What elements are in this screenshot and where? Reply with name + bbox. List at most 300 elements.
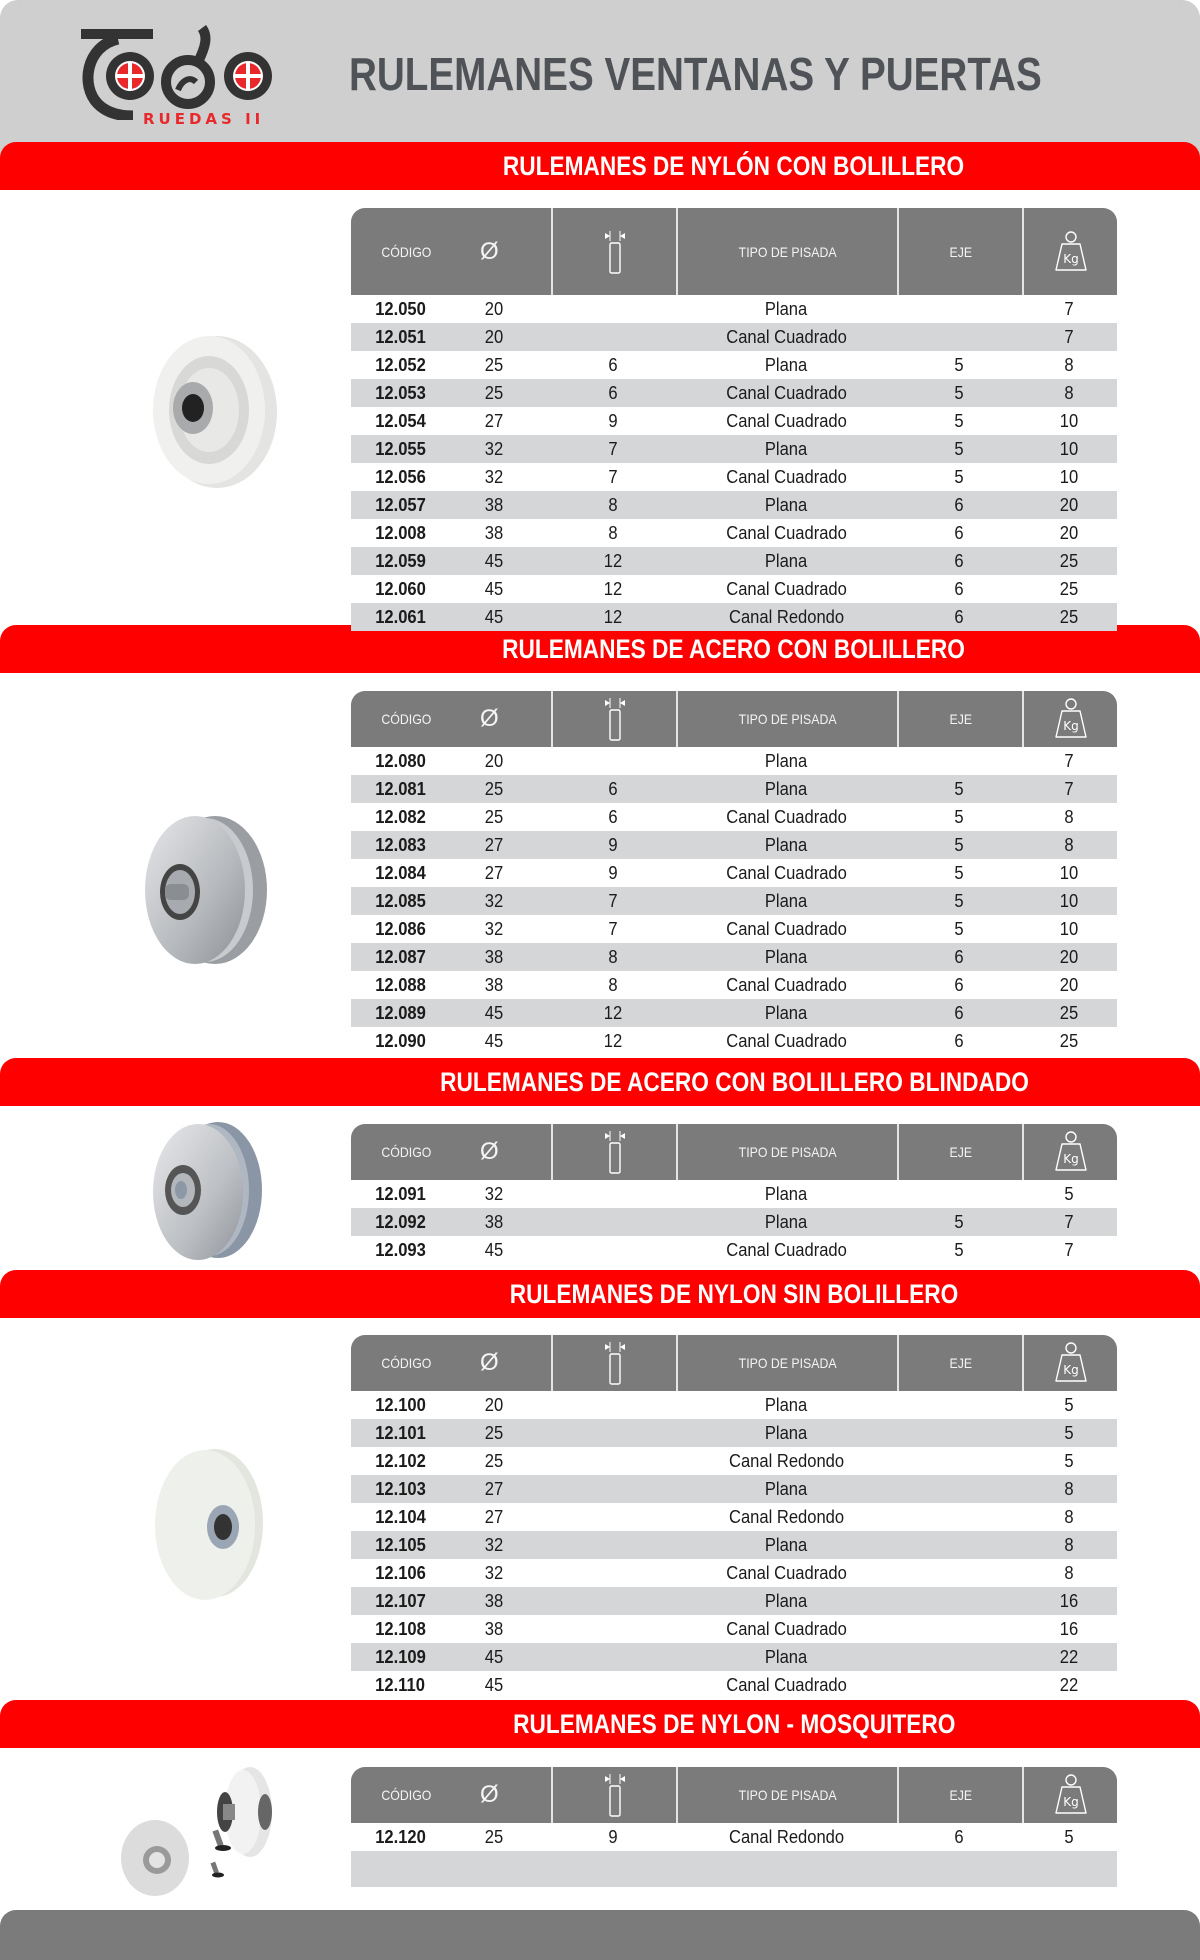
page-title-wrap <box>349 46 1119 102</box>
cell-code-text: 12.054 <box>375 411 426 431</box>
cell-axle <box>897 323 1022 351</box>
cell-diameter <box>466 887 551 915</box>
cell-diameter-text: 27 <box>484 1479 504 1499</box>
cell-axle <box>897 575 1022 603</box>
column-header-tread <box>676 1767 897 1823</box>
cell-width-text: 9 <box>608 835 619 855</box>
cell-tread-text: Canal Cuadrado <box>726 863 847 883</box>
table-row <box>351 887 1117 915</box>
cell-load-text: 8 <box>1064 1479 1075 1499</box>
column-header-tread-label: TIPO DE PISADA <box>738 1787 837 1803</box>
cell-width <box>551 1236 676 1264</box>
cell-tread <box>676 887 897 915</box>
width-icon <box>602 1772 628 1818</box>
column-header-tread <box>676 1335 897 1391</box>
cell-code <box>351 1180 466 1208</box>
cell-tread <box>676 999 897 1027</box>
cell-axle-text: 6 <box>954 579 965 599</box>
cell-load <box>1022 1475 1117 1503</box>
cell-diameter <box>466 1475 551 1503</box>
width-icon <box>602 1340 628 1386</box>
cell-tread-text: Canal Cuadrado <box>726 919 847 939</box>
cell-tread <box>676 1823 897 1851</box>
cell-width <box>551 407 676 435</box>
cell-load <box>1022 1503 1117 1531</box>
column-header-load <box>1022 1335 1117 1391</box>
cell-axle <box>897 491 1022 519</box>
cell-axle <box>897 1027 1022 1055</box>
cell-code <box>351 887 466 915</box>
column-header-load <box>1022 1124 1117 1180</box>
cell-width <box>551 775 676 803</box>
cell-code-text: 12.100 <box>375 1395 426 1415</box>
cell-tread <box>676 1643 897 1671</box>
table-header-row <box>351 1124 1117 1180</box>
table-row <box>351 1531 1117 1559</box>
cell-tread <box>676 379 897 407</box>
cell-code-text: 12.090 <box>375 1031 426 1051</box>
table-row <box>351 323 1117 351</box>
cell-axle-text: 6 <box>954 607 965 627</box>
cell-diameter <box>466 971 551 999</box>
cell-width <box>551 1823 676 1851</box>
section-title: RULEMANES DE NYLÓN CON BOLILLERO <box>503 151 965 181</box>
spec-table-steel-bearing <box>351 691 1117 1055</box>
diameter-icon: Ø <box>480 237 499 265</box>
spec-table-steel-shielded <box>351 1124 1117 1264</box>
table-row <box>351 803 1117 831</box>
cell-load-text: 25 <box>1060 1003 1079 1023</box>
column-header-code-label: CÓDIGO <box>381 711 432 727</box>
cell-load <box>1022 859 1117 887</box>
cell-code-text: 12.110 <box>375 1675 425 1695</box>
cell-diameter-text: 38 <box>484 523 504 543</box>
cell-code <box>351 575 466 603</box>
cell-axle <box>897 1208 1022 1236</box>
cell-tread-text: Plana <box>765 1003 808 1023</box>
cell-tread <box>676 1531 897 1559</box>
cell-diameter <box>466 1236 551 1264</box>
cell-load-text: 10 <box>1060 467 1079 487</box>
cell-tread <box>676 1503 897 1531</box>
table-row <box>351 1671 1117 1699</box>
cell-diameter <box>466 803 551 831</box>
cell-tread <box>676 1851 897 1887</box>
cell-tread <box>676 435 897 463</box>
section-header-nylon-mosquito <box>0 1700 1200 1748</box>
diameter-icon: Ø <box>480 705 499 732</box>
column-header-code <box>351 1124 466 1180</box>
cell-width <box>551 1419 676 1447</box>
cell-load <box>1022 1419 1117 1447</box>
cell-tread <box>676 547 897 575</box>
cell-load-text: 8 <box>1064 807 1075 827</box>
cell-diameter <box>466 435 551 463</box>
cell-axle <box>897 463 1022 491</box>
kg-label: Kg <box>1062 1795 1079 1809</box>
cell-width <box>551 999 676 1027</box>
table-header-row <box>351 1335 1117 1391</box>
table-header-row <box>351 208 1117 295</box>
cell-code-text: 12.104 <box>375 1507 426 1527</box>
cell-tread-text: Plana <box>765 1591 808 1611</box>
cell-tread-text: Canal Cuadrado <box>726 327 847 347</box>
cell-code <box>351 803 466 831</box>
cell-load-text: 25 <box>1060 607 1079 627</box>
cell-diameter <box>466 1823 551 1851</box>
cell-load <box>1022 747 1117 775</box>
cell-diameter-text: 25 <box>484 1423 504 1443</box>
cell-tread-text: Canal Cuadrado <box>726 1563 847 1583</box>
section-title: RULEMANES DE ACERO CON BOLILLERO <box>502 634 966 664</box>
cell-tread-text: Plana <box>765 1212 808 1232</box>
cell-tread <box>676 915 897 943</box>
cell-diameter-text: 45 <box>484 1675 504 1695</box>
cell-tread <box>676 603 897 631</box>
cell-load-text: 20 <box>1060 947 1079 967</box>
cell-load <box>1022 1236 1117 1264</box>
cell-diameter-text: 45 <box>484 1031 504 1051</box>
width-icon <box>602 696 628 742</box>
cell-width-text: 7 <box>608 439 619 459</box>
cell-code <box>351 859 466 887</box>
cell-diameter <box>466 1027 551 1055</box>
cell-width <box>551 435 676 463</box>
column-header-code-label: CÓDIGO <box>381 1787 432 1803</box>
column-header-width <box>551 208 676 295</box>
cell-load-text: 20 <box>1060 523 1079 543</box>
footer-bar <box>0 1910 1200 1960</box>
cell-diameter-text: 25 <box>484 1451 504 1471</box>
cell-width <box>551 915 676 943</box>
page-title: RULEMANES VENTANAS Y PUERTAS <box>349 48 1042 100</box>
cell-tread <box>676 1208 897 1236</box>
cell-load <box>1022 295 1117 323</box>
table-row <box>351 1643 1117 1671</box>
cell-tread-text: Plana <box>765 355 808 375</box>
cell-axle <box>897 1447 1022 1475</box>
table-row <box>351 1587 1117 1615</box>
cell-load <box>1022 943 1117 971</box>
cell-diameter-text: 25 <box>484 807 504 827</box>
steel-wheel-bearing-image <box>135 810 270 970</box>
cell-diameter <box>466 323 551 351</box>
cell-code-text: 12.088 <box>375 975 426 995</box>
cell-tread <box>676 1587 897 1615</box>
cell-diameter <box>466 1671 551 1699</box>
cell-diameter-text: 32 <box>484 439 504 459</box>
cell-tread <box>676 491 897 519</box>
cell-load-text: 10 <box>1060 891 1079 911</box>
cell-axle <box>897 1180 1022 1208</box>
cell-tread <box>676 1447 897 1475</box>
cell-diameter-text: 45 <box>484 1003 504 1023</box>
cell-diameter-text: 45 <box>484 579 504 599</box>
cell-code-text: 12.060 <box>375 579 426 599</box>
cell-load-text: 16 <box>1060 1591 1079 1611</box>
cell-tread <box>676 295 897 323</box>
cell-diameter <box>466 999 551 1027</box>
nylon-wheel-no-bearing-image <box>145 1445 270 1605</box>
cell-width-text: 8 <box>608 523 619 543</box>
cell-diameter-text: 20 <box>484 299 504 319</box>
cell-code-text: 12.053 <box>375 383 426 403</box>
cell-code <box>351 1531 466 1559</box>
cell-tread-text: Canal Cuadrado <box>726 1675 847 1695</box>
cell-code <box>351 519 466 547</box>
cell-axle-text: 6 <box>954 947 965 967</box>
cell-axle-text: 5 <box>954 1240 965 1260</box>
cell-diameter-text: 27 <box>484 835 504 855</box>
cell-width <box>551 1027 676 1055</box>
cell-load <box>1022 1447 1117 1475</box>
cell-tread-text: Canal Cuadrado <box>726 807 847 827</box>
cell-diameter-text: 32 <box>484 1184 504 1204</box>
table-row <box>351 1208 1117 1236</box>
weight-kg-icon <box>1054 1773 1088 1817</box>
spec-table-nylon-mosquito <box>351 1767 1117 1887</box>
cell-axle <box>897 999 1022 1027</box>
cell-diameter-text: 38 <box>484 1619 504 1639</box>
column-header-diameter <box>466 1124 551 1180</box>
column-header-tread-label: TIPO DE PISADA <box>738 1355 837 1371</box>
page-header <box>0 0 1200 160</box>
cell-code-text: 12.055 <box>375 439 426 459</box>
cell-code-text: 12.051 <box>375 327 426 347</box>
cell-diameter <box>466 831 551 859</box>
column-header-tread <box>676 208 897 295</box>
cell-axle <box>897 915 1022 943</box>
cell-load-text: 7 <box>1064 1240 1075 1260</box>
cell-tread <box>676 575 897 603</box>
table-row <box>351 1503 1117 1531</box>
cell-tread-text: Plana <box>765 835 808 855</box>
table-header-row <box>351 691 1117 747</box>
cell-code-text: 12.120 <box>375 1827 426 1847</box>
cell-axle-text: 6 <box>954 523 965 543</box>
column-header-code <box>351 1335 466 1391</box>
cell-width-text: 12 <box>604 1003 623 1023</box>
cell-load-text: 5 <box>1064 1395 1075 1415</box>
cell-load <box>1022 1027 1117 1055</box>
table-row <box>351 1391 1117 1419</box>
cell-axle <box>897 547 1022 575</box>
table-row <box>351 1180 1117 1208</box>
cell-code-text: 12.052 <box>375 355 426 375</box>
column-header-axle-label: EJE <box>949 1787 972 1803</box>
cell-width <box>551 1643 676 1671</box>
cell-diameter <box>466 547 551 575</box>
cell-load-text: 8 <box>1064 355 1075 375</box>
cell-diameter <box>466 1180 551 1208</box>
column-header-axle <box>897 1124 1022 1180</box>
cell-diameter <box>466 1643 551 1671</box>
cell-width-text: 6 <box>608 383 619 403</box>
cell-diameter <box>466 603 551 631</box>
cell-code <box>351 435 466 463</box>
cell-load <box>1022 407 1117 435</box>
cell-diameter-text: 38 <box>484 975 504 995</box>
cell-axle-text: 5 <box>954 439 965 459</box>
cell-code-text: 12.103 <box>375 1479 426 1499</box>
cell-axle <box>897 1236 1022 1264</box>
cell-load <box>1022 1180 1117 1208</box>
cell-load <box>1022 1531 1117 1559</box>
cell-diameter-text: 27 <box>484 863 504 883</box>
cell-diameter <box>466 747 551 775</box>
cell-tread <box>676 1615 897 1643</box>
cell-axle-text: 5 <box>954 891 965 911</box>
table-row <box>351 1027 1117 1055</box>
cell-width <box>551 887 676 915</box>
weight-kg-icon <box>1054 230 1088 274</box>
cell-axle-text: 5 <box>954 919 965 939</box>
cell-axle-text: 6 <box>954 975 965 995</box>
cell-diameter-text: 20 <box>484 1395 504 1415</box>
cell-diameter <box>466 463 551 491</box>
cell-load-text: 10 <box>1060 919 1079 939</box>
cell-axle-text: 5 <box>954 863 965 883</box>
cell-width <box>551 519 676 547</box>
cell-width <box>551 463 676 491</box>
cell-tread-text: Canal Cuadrado <box>726 1619 847 1639</box>
cell-tread-text: Plana <box>765 495 808 515</box>
cell-axle-text: 5 <box>954 779 965 799</box>
cell-width <box>551 831 676 859</box>
cell-tread-text: Canal Redondo <box>728 1507 845 1527</box>
cell-tread-text: Canal Cuadrado <box>726 523 847 543</box>
cell-diameter-text: 20 <box>484 751 504 771</box>
cell-load <box>1022 915 1117 943</box>
cell-tread-text: Plana <box>765 1395 808 1415</box>
nylon-wheel-bearing-image <box>145 330 280 490</box>
cell-code <box>351 295 466 323</box>
cell-width <box>551 1391 676 1419</box>
table-row <box>351 1419 1117 1447</box>
cell-load-text: 22 <box>1060 1647 1079 1667</box>
cell-diameter <box>466 943 551 971</box>
cell-code-text: 12.087 <box>375 947 426 967</box>
cell-tread <box>676 323 897 351</box>
cell-tread <box>676 943 897 971</box>
cell-axle <box>897 1851 1022 1887</box>
cell-load <box>1022 435 1117 463</box>
cell-load <box>1022 1823 1117 1851</box>
cell-width-text: 8 <box>608 495 619 515</box>
cell-width-text: 12 <box>604 607 623 627</box>
cell-load-text: 20 <box>1060 495 1079 515</box>
cell-tread <box>676 1671 897 1699</box>
cell-width-text: 6 <box>608 355 619 375</box>
column-header-axle <box>897 208 1022 295</box>
cell-tread-text: Canal Cuadrado <box>726 1240 847 1260</box>
cell-tread <box>676 1475 897 1503</box>
weight-kg-icon <box>1054 1341 1088 1385</box>
cell-axle <box>897 859 1022 887</box>
table-row <box>351 379 1117 407</box>
cell-width <box>551 379 676 407</box>
column-header-code <box>351 1767 466 1823</box>
cell-code-text: 12.061 <box>375 607 426 627</box>
cell-axle <box>897 407 1022 435</box>
cell-code <box>351 1559 466 1587</box>
cell-load <box>1022 1615 1117 1643</box>
kg-label: Kg <box>1062 251 1079 266</box>
table-row <box>351 575 1117 603</box>
cell-diameter-text: 38 <box>484 947 504 967</box>
table-row <box>351 603 1117 631</box>
cell-axle <box>897 295 1022 323</box>
table-row <box>351 519 1117 547</box>
cell-diameter-text: 25 <box>484 383 504 403</box>
cell-diameter-text: 25 <box>484 1827 504 1847</box>
column-header-axle <box>897 691 1022 747</box>
cell-diameter <box>466 1851 551 1887</box>
column-header-code-label: CÓDIGO <box>381 1144 432 1160</box>
table-row <box>351 831 1117 859</box>
cell-code-text: 12.056 <box>375 467 426 487</box>
table-row <box>351 1447 1117 1475</box>
cell-diameter-text: 45 <box>484 1647 504 1667</box>
column-header-tread-label: TIPO DE PISADA <box>738 243 837 260</box>
cell-axle-text: 5 <box>954 383 965 403</box>
kg-label: Kg <box>1062 719 1079 733</box>
cell-axle-text: 6 <box>954 1827 965 1847</box>
cell-load <box>1022 887 1117 915</box>
cell-load <box>1022 351 1117 379</box>
cell-diameter <box>466 915 551 943</box>
diameter-icon: Ø <box>480 1349 499 1376</box>
cell-code-text: 12.093 <box>375 1240 426 1260</box>
cell-tread <box>676 519 897 547</box>
section-header-nylon-no-bearing <box>0 1270 1200 1318</box>
cell-load-text: 8 <box>1064 1535 1075 1555</box>
cell-width <box>551 1615 676 1643</box>
cell-axle <box>897 971 1022 999</box>
cell-width <box>551 747 676 775</box>
cell-code <box>351 1851 466 1887</box>
cell-tread-text: Canal Cuadrado <box>726 579 847 599</box>
table-header-row <box>351 1767 1117 1823</box>
cell-width <box>551 603 676 631</box>
cell-axle <box>897 1559 1022 1587</box>
cell-diameter <box>466 1503 551 1531</box>
cell-diameter-text: 25 <box>484 779 504 799</box>
cell-tread <box>676 463 897 491</box>
cell-diameter-text: 27 <box>484 411 504 431</box>
cell-load <box>1022 603 1117 631</box>
cell-axle-text: 5 <box>954 1212 965 1232</box>
cell-load <box>1022 1391 1117 1419</box>
cell-axle-text: 5 <box>954 807 965 827</box>
cell-diameter <box>466 1615 551 1643</box>
cell-width <box>551 1531 676 1559</box>
table-row <box>351 1823 1117 1851</box>
column-header-axle <box>897 1767 1022 1823</box>
column-header-axle-label: EJE <box>949 1355 972 1371</box>
cell-tread <box>676 1236 897 1264</box>
cell-width-text: 6 <box>608 807 619 827</box>
cell-width-text: 12 <box>604 579 623 599</box>
cell-width-text: 8 <box>608 975 619 995</box>
section-title: RULEMANES DE NYLON - MOSQUITERO <box>512 1709 956 1739</box>
cell-load <box>1022 491 1117 519</box>
cell-load <box>1022 547 1117 575</box>
cell-width-text: 8 <box>608 947 619 967</box>
cell-tread <box>676 775 897 803</box>
cell-code <box>351 831 466 859</box>
cell-load <box>1022 803 1117 831</box>
